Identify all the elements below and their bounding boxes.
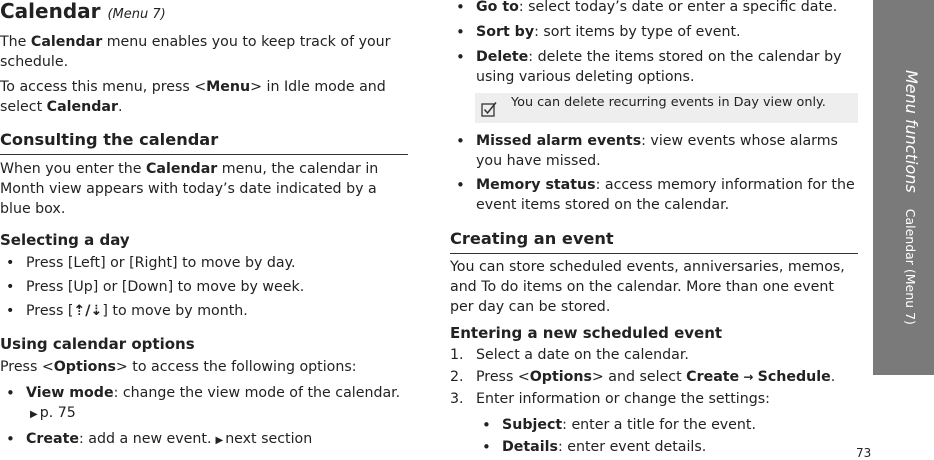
menu-reference: (Menu 7) xyxy=(107,7,166,22)
subheading-entering-event: Entering a new scheduled event xyxy=(450,324,723,342)
title-text: Calendar xyxy=(0,0,101,23)
side-tab-label xyxy=(900,70,921,325)
list-item: • Memory status: access memory information for the event items stored on the calendar. xyxy=(450,175,858,215)
list-item: • Press [⇡/⇣] to move by month. xyxy=(0,301,408,321)
options-list-more xyxy=(450,131,858,215)
page-number: 73 xyxy=(856,446,872,460)
options-list-continued xyxy=(450,0,858,87)
subheading-selecting-day: Selecting a day xyxy=(0,231,130,249)
left-column xyxy=(0,0,408,451)
right-column xyxy=(450,0,858,457)
side-tab-item: Calendar (Menu 7) xyxy=(903,208,918,325)
creating-paragraph: You can store scheduled events, anniversaries, memos, and To do items on the calendar. More than one event per day can be stored. xyxy=(450,259,845,315)
side-tab xyxy=(873,0,934,375)
list-item: • View mode: change the view mode of the calendar.▶ p. 75 xyxy=(0,383,408,425)
settings-sublist xyxy=(476,415,858,457)
steps-list xyxy=(450,345,858,409)
list-item: • Delete: delete the items stored on the calendar by using various deleting options. xyxy=(450,47,858,87)
step-item: 1. Select a date on the calendar. xyxy=(450,347,689,363)
intro-paragraph-2: To access this menu, press <Menu> in Idle mode and select Calendar. xyxy=(0,79,386,115)
list-item: • Subject: enter a title for the event. xyxy=(476,415,858,435)
step-item: 2. Press <Options> and select Create → Schedule. xyxy=(450,369,836,385)
list-item: • Go to: select today’s date or enter a specific date. xyxy=(450,0,858,17)
list-item: • Sort by: sort items by type of event. xyxy=(450,22,858,42)
checkbox-note-icon xyxy=(481,101,497,117)
options-list xyxy=(0,383,408,451)
volume-keys-icon: ⇡/⇣ xyxy=(73,303,103,319)
consulting-paragraph: When you enter the Calendar menu, the calendar in Month view appears with today’s date indicated by a blue box. xyxy=(0,161,379,217)
list-item: • Details: enter event details. xyxy=(476,437,858,457)
list-item: • Press [Left] or [Right] to move by day. xyxy=(0,253,408,273)
page-reference-icon: ▶ xyxy=(30,409,38,420)
note-box xyxy=(475,93,858,123)
note-text: You can delete recurring events in Day view only. xyxy=(511,95,826,110)
side-tab-section: Menu functions xyxy=(902,70,921,193)
subheading-calendar-options: Using calendar options xyxy=(0,335,195,353)
list-item: • Create: add a new event. ▶ next section xyxy=(0,429,408,451)
page-reference-icon: ▶ xyxy=(215,435,224,446)
section-heading-creating: Creating an event xyxy=(450,228,858,254)
page-title xyxy=(0,0,408,28)
options-intro: Press <Options> to access the following options: xyxy=(0,359,357,375)
list-item: • Missed alarm events: view events whose alarms you have missed. xyxy=(450,131,858,171)
list-item: • Press [Up] or [Down] to move by week. xyxy=(0,277,408,297)
intro-paragraph-1: The Calendar menu enables you to keep track of your schedule. xyxy=(0,34,391,70)
section-heading-consulting: Consulting the calendar xyxy=(0,129,408,155)
step-item: 3. Enter information or change the settings: xyxy=(450,391,770,407)
selecting-day-list xyxy=(0,253,408,321)
